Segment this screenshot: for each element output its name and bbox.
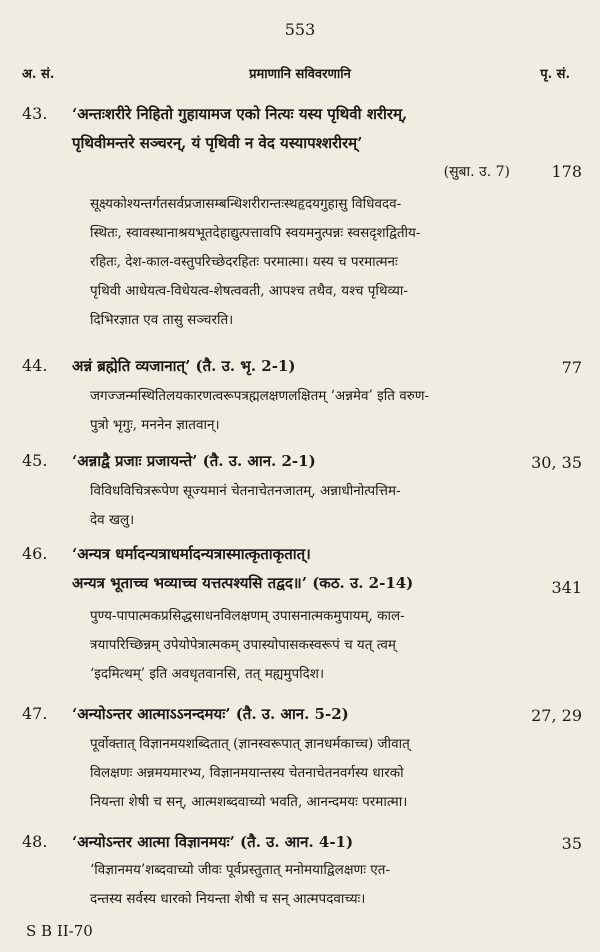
entry-page-ref: 35	[561, 834, 582, 853]
verse-line: ‘अन्नाद्वै प्रजाः प्रजायन्ते’ (तै. उ. आन. 2-1)	[72, 452, 316, 470]
commentary-line: सूक्ष्यकोश्यन्तर्गतसर्वप्रजासम्बन्धिशरीरान्तःस्थहृदयगुहासु विधिवदव-	[90, 196, 402, 212]
entry-verse	[72, 828, 520, 857]
page-number: 553	[284, 20, 316, 39]
verse-line: ‘अन्योऽन्तर आत्मा विज्ञानमयः’ (तै. उ. आन. 4-1)	[72, 833, 354, 851]
commentary-line: त्रयापरिच्छिन्नम् उपेयोपेत्रात्मकम् उपास्योपासकस्वरूपं च यत् त्वम्	[90, 637, 396, 653]
entry-verse	[72, 352, 520, 381]
commentary-line: रहितः, देश-काल-वस्तुपरिच्छेदरहितः परमात्मा। यस्य च परमात्मनः	[90, 254, 398, 270]
verse-line: अन्यत्र भूताच्च भव्याच्च यत्तत्पश्यसि तद्वद॥’ (कठ. उ. 2-14)	[72, 574, 414, 592]
entry-source: (सुबा. उ. 7)	[443, 164, 510, 180]
commentary-line: जगज्जन्मस्थितिलयकारणत्वरूपत्रह्मलक्षणलक्षितम् ‘अन्नमेव’ इति वरुण-	[90, 388, 430, 404]
header-page-label: पृ. सं.	[540, 67, 570, 82]
commentary-line: ‘विज्ञानमय’शब्दवाच्यो जीवः पूर्वप्रस्तुतात् मनोमयाद्विलक्षणः एत-	[90, 862, 391, 878]
commentary-line: ‘इदमित्थम्’ इति अवधृतवानसि, तत् मह्यमुपदिश।	[90, 666, 325, 682]
commentary-line: विलक्षणः अन्नमयमारभ्य, विज्ञानमयान्तस्य चेतनाचेतनवर्गस्य धारको	[90, 765, 404, 781]
entry-commentary	[90, 382, 558, 440]
entry-number: 46.	[22, 544, 48, 563]
entry-verse	[72, 540, 520, 598]
entry-verse	[72, 100, 520, 158]
header-serial-label: अ. सं.	[22, 67, 55, 82]
entry-commentary	[90, 602, 558, 689]
header-title: प्रमाणानि सविवरणानि	[249, 67, 351, 82]
commentary-line: देव खलु।	[90, 512, 135, 528]
entry-number: 43.	[22, 104, 48, 123]
entry-verse	[72, 700, 520, 729]
verse-line: ‘अन्तःशरीरे निहितो गुहायामज एको नित्यः यस्य पृथिवी शरीरम्,	[72, 105, 408, 123]
entry-number: 48.	[22, 832, 48, 851]
commentary-line: पृथिवी आधेयत्व-विधेयत्व-शेषत्ववती, आपश्च तथैव, यश्च पृथिव्या-	[90, 283, 408, 299]
entry-commentary	[90, 190, 558, 335]
entry-commentary	[90, 730, 558, 817]
commentary-line: दिभिरज्ञात एव तासु सञ्चरति।	[90, 312, 234, 328]
commentary-line: नियन्ता शेषी च सन्, आत्मशब्दवाच्यो भवति, आनन्दमयः परमात्मा।	[90, 794, 408, 810]
entry-page-ref: 30, 35	[531, 453, 582, 472]
entry-page-ref: 77	[561, 358, 582, 377]
entry-page-ref: 178	[551, 162, 582, 181]
entry-verse	[72, 447, 520, 476]
commentary-line: दन्तस्य सर्वस्य धारको नियन्ता शेषी च सन् आत्मपदवाच्यः।	[90, 891, 366, 907]
verse-line: पृथिवीमन्तरे सञ्चरन्, यं पृथिवी न वेद यस्यापश्शरीरम्’	[72, 134, 363, 152]
commentary-line: स्थितः, स्वावस्थानाश्रयभूतदेहाद्युत्पत्तावपि स्वयमनुत्पन्नः स्वसदृशद्वितीय-	[90, 225, 421, 241]
entry-number: 44.	[22, 356, 48, 375]
entry-number: 47.	[22, 704, 48, 723]
entry-page-ref: 341	[551, 578, 582, 597]
commentary-line: विविधविचित्ररूपेण सूज्यमानं चेतनाचेतनजातम्, अन्नाधीनोत्पत्तिम-	[90, 483, 401, 499]
commentary-line: पूर्वोक्तात् विज्ञानमयशब्दितात् (ज्ञानस्वरूपात् ज्ञानधर्मकाच्च) जीवात्	[90, 736, 410, 752]
entry-number: 45.	[22, 451, 48, 470]
commentary-line: पुत्रो भृगुः, मननेन ज्ञातवान्।	[90, 417, 220, 433]
entry-page-ref: 27, 29	[531, 706, 582, 725]
footer-signature: S B II-70	[26, 922, 93, 940]
entry-commentary	[90, 477, 558, 535]
verse-line: अन्नं ब्रह्मेति व्यजानात्’ (तै. उ. भृ. 2-1)	[72, 357, 296, 375]
entry-commentary	[90, 856, 558, 914]
commentary-line: पुण्य-पापात्मकप्रसिद्धसाधनविलक्षणम् उपासनात्मकमुपायम्, काल-	[90, 608, 405, 624]
verse-line: ‘अन्यत्र धर्मादन्यत्राधर्मादन्यत्रास्मात्कृताकृतात्।	[72, 545, 311, 563]
verse-line: ‘अन्योऽन्तर आत्माऽऽनन्दमयः’ (तै. उ. आन. 5-2)	[72, 705, 349, 723]
